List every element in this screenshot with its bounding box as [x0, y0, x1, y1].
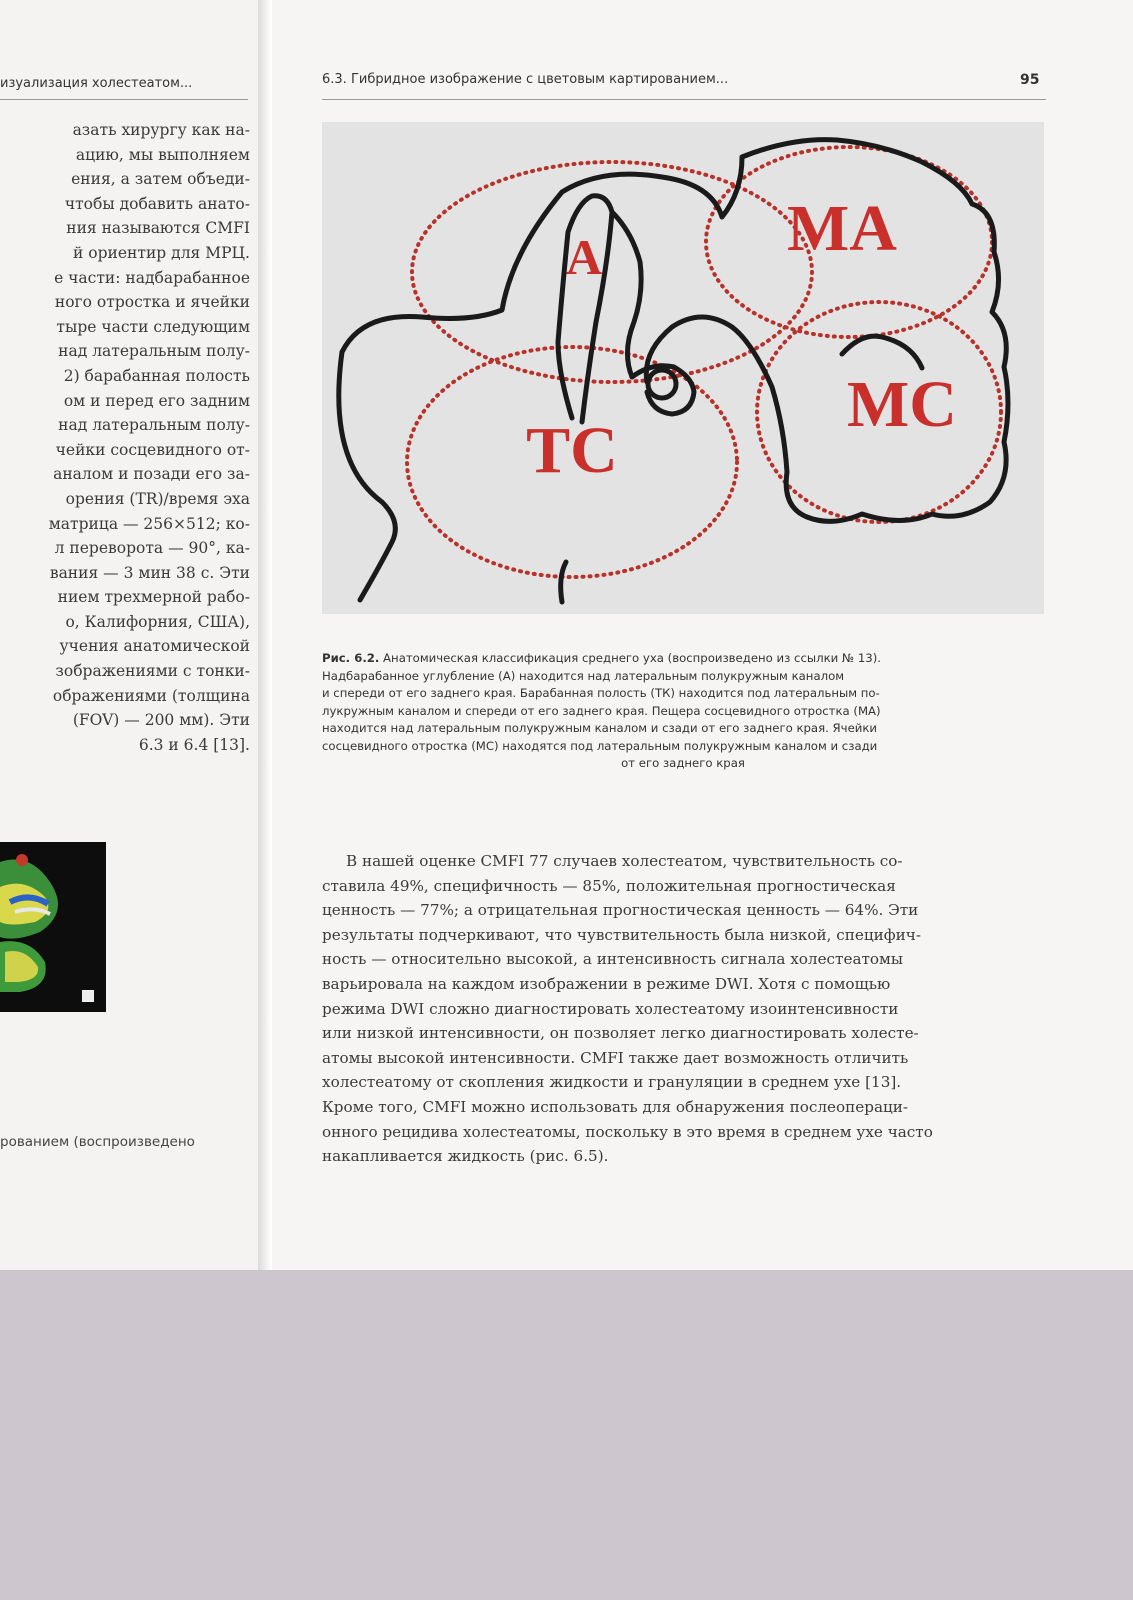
- caption-line: от его заднего края: [621, 756, 745, 770]
- body-line: ставила 49%, специфичность — 85%, положительная прогностическая: [322, 876, 896, 895]
- left-body-text: [0, 118, 250, 757]
- caption-line: находится над латеральным полукружным каналом и сзади от его заднего края. Ячейки: [322, 721, 878, 735]
- body-line: варьировала на каждом изображении в режиме DWI. Хотя с помощью: [322, 974, 891, 993]
- left-text-line: над латеральным полу-: [58, 416, 250, 435]
- left-text-line: ображениями (толщина: [52, 686, 250, 705]
- body-line: или низкой интенсивности, он позволяет легко диагностировать холесте-: [322, 1024, 919, 1043]
- left-text-line: тыре части следующим: [56, 317, 250, 336]
- body-line: ность — относительно высокой, а интенсивность сигнала холестеатомы: [322, 950, 903, 969]
- left-text-line: чтобы добавить анато-: [64, 194, 250, 213]
- figure-label: Рис. 6.2.: [322, 651, 380, 665]
- left-text-line: (FOV) — 200 мм). Эти: [72, 711, 250, 730]
- left-header-rule: [0, 99, 248, 100]
- left-page: [0, 0, 262, 1270]
- body-line: атомы высокой интенсивности. CMFI также дает возможность отличить: [322, 1048, 909, 1067]
- figure-caption: [322, 650, 1044, 773]
- left-text-line: ния называются CMFI: [66, 219, 250, 238]
- body-line: онного рецидива холестеатомы, поскольку в это время в среднем ухе часто: [322, 1122, 933, 1141]
- left-text-line: орения (TR)/время эха: [65, 489, 250, 508]
- left-text-line: вания — 3 мин 38 с. Эти: [49, 563, 250, 582]
- caption-line: сосцевидного отростка (МС) находятся под латеральным полукружным каналом и сзади: [322, 738, 878, 753]
- left-text-line: азать хирургу как на-: [72, 121, 250, 139]
- caption-title: Анатомическая классификация среднего уха (воспроизведено из ссылки № 13).: [379, 651, 881, 665]
- left-text-line: аналом и позади его за-: [53, 465, 250, 484]
- left-bottom-caption: рованием (воспроизведено: [0, 1134, 195, 1150]
- body-line: В нашей оценке CMFI 77 случаев холестеатом, чувствительность со-: [346, 852, 903, 870]
- left-text-line: учения анатомической: [59, 637, 250, 656]
- region-label-mc: MC: [847, 368, 957, 441]
- left-text-line: 6.3 и 6.4 [13].: [138, 735, 250, 754]
- body-line: результаты подчеркивают, что чувствительность была низкой, специфич-: [322, 925, 921, 944]
- body-line: ценность — 77%; а отрицательная прогностическая ценность — 64%. Эти: [322, 901, 919, 920]
- left-figure-fragment: [0, 842, 106, 1012]
- left-text-line: зображениями с тонки-: [55, 662, 250, 681]
- body-line: накапливается жидкость (рис. 6.5).: [322, 1147, 609, 1166]
- left-text-line: ом и перед его задним: [63, 391, 250, 410]
- left-text-line: матрица — 256×512; ко-: [48, 514, 250, 533]
- left-text-line: ения, а затем объеди-: [71, 170, 250, 189]
- left-text-line: ного отростка и ячейки: [54, 293, 250, 312]
- body-paragraph: [322, 849, 1044, 1169]
- body-line: Кроме того, CMFI можно использовать для обнаружения послеопераци-: [322, 1097, 909, 1116]
- header-rule: [322, 99, 1046, 100]
- left-text-line: над латеральным полу-: [58, 342, 250, 361]
- region-label-ma: MA: [787, 192, 897, 265]
- left-text-line: чейки сосцевидного от-: [55, 440, 250, 459]
- left-text-line: ацию, мы выполняем: [75, 145, 250, 164]
- caption-line: Надбарабанное углубление (А) находится над латеральным полукружным каналом: [322, 668, 845, 683]
- ear-anatomy-figure: [322, 122, 1044, 614]
- running-header: 6.3. Гибридное изображение с цветовым картированием...: [322, 72, 729, 87]
- region-label-tc: TC: [526, 414, 618, 487]
- caption-line: и спереди от его заднего края. Барабанная полость (ТК) находится под латеральным по-: [322, 686, 880, 700]
- body-line: режима DWI сложно диагностировать холестеатому изоинтенсивности: [322, 999, 899, 1018]
- region-label-a: A: [565, 229, 603, 285]
- caption-line: лукружным каналом и спереди от его заднего края. Пещера сосцевидного отростка (МА): [322, 703, 881, 718]
- left-text-line: 2) барабанная полость: [63, 366, 250, 385]
- left-text-line: о, Калифорния, США),: [65, 612, 250, 631]
- left-running-header: изуализация холестеатом...: [0, 76, 193, 91]
- left-text-line: л переворота — 90°, ка-: [54, 539, 250, 558]
- caption-line: [322, 650, 1044, 668]
- left-text-line: й ориентир для МРЦ.: [73, 243, 250, 262]
- body-line: холестеатому от скопления жидкости и грануляции в среднем ухе [13].: [322, 1073, 902, 1092]
- background-surface: [0, 1268, 1133, 1600]
- ear-anatomy-diagram: [322, 122, 1044, 614]
- left-text-line: е части: надбарабанное: [54, 268, 250, 287]
- page-number: 95: [1020, 72, 1040, 88]
- left-text-line: нием трехмерной рабо-: [57, 588, 250, 607]
